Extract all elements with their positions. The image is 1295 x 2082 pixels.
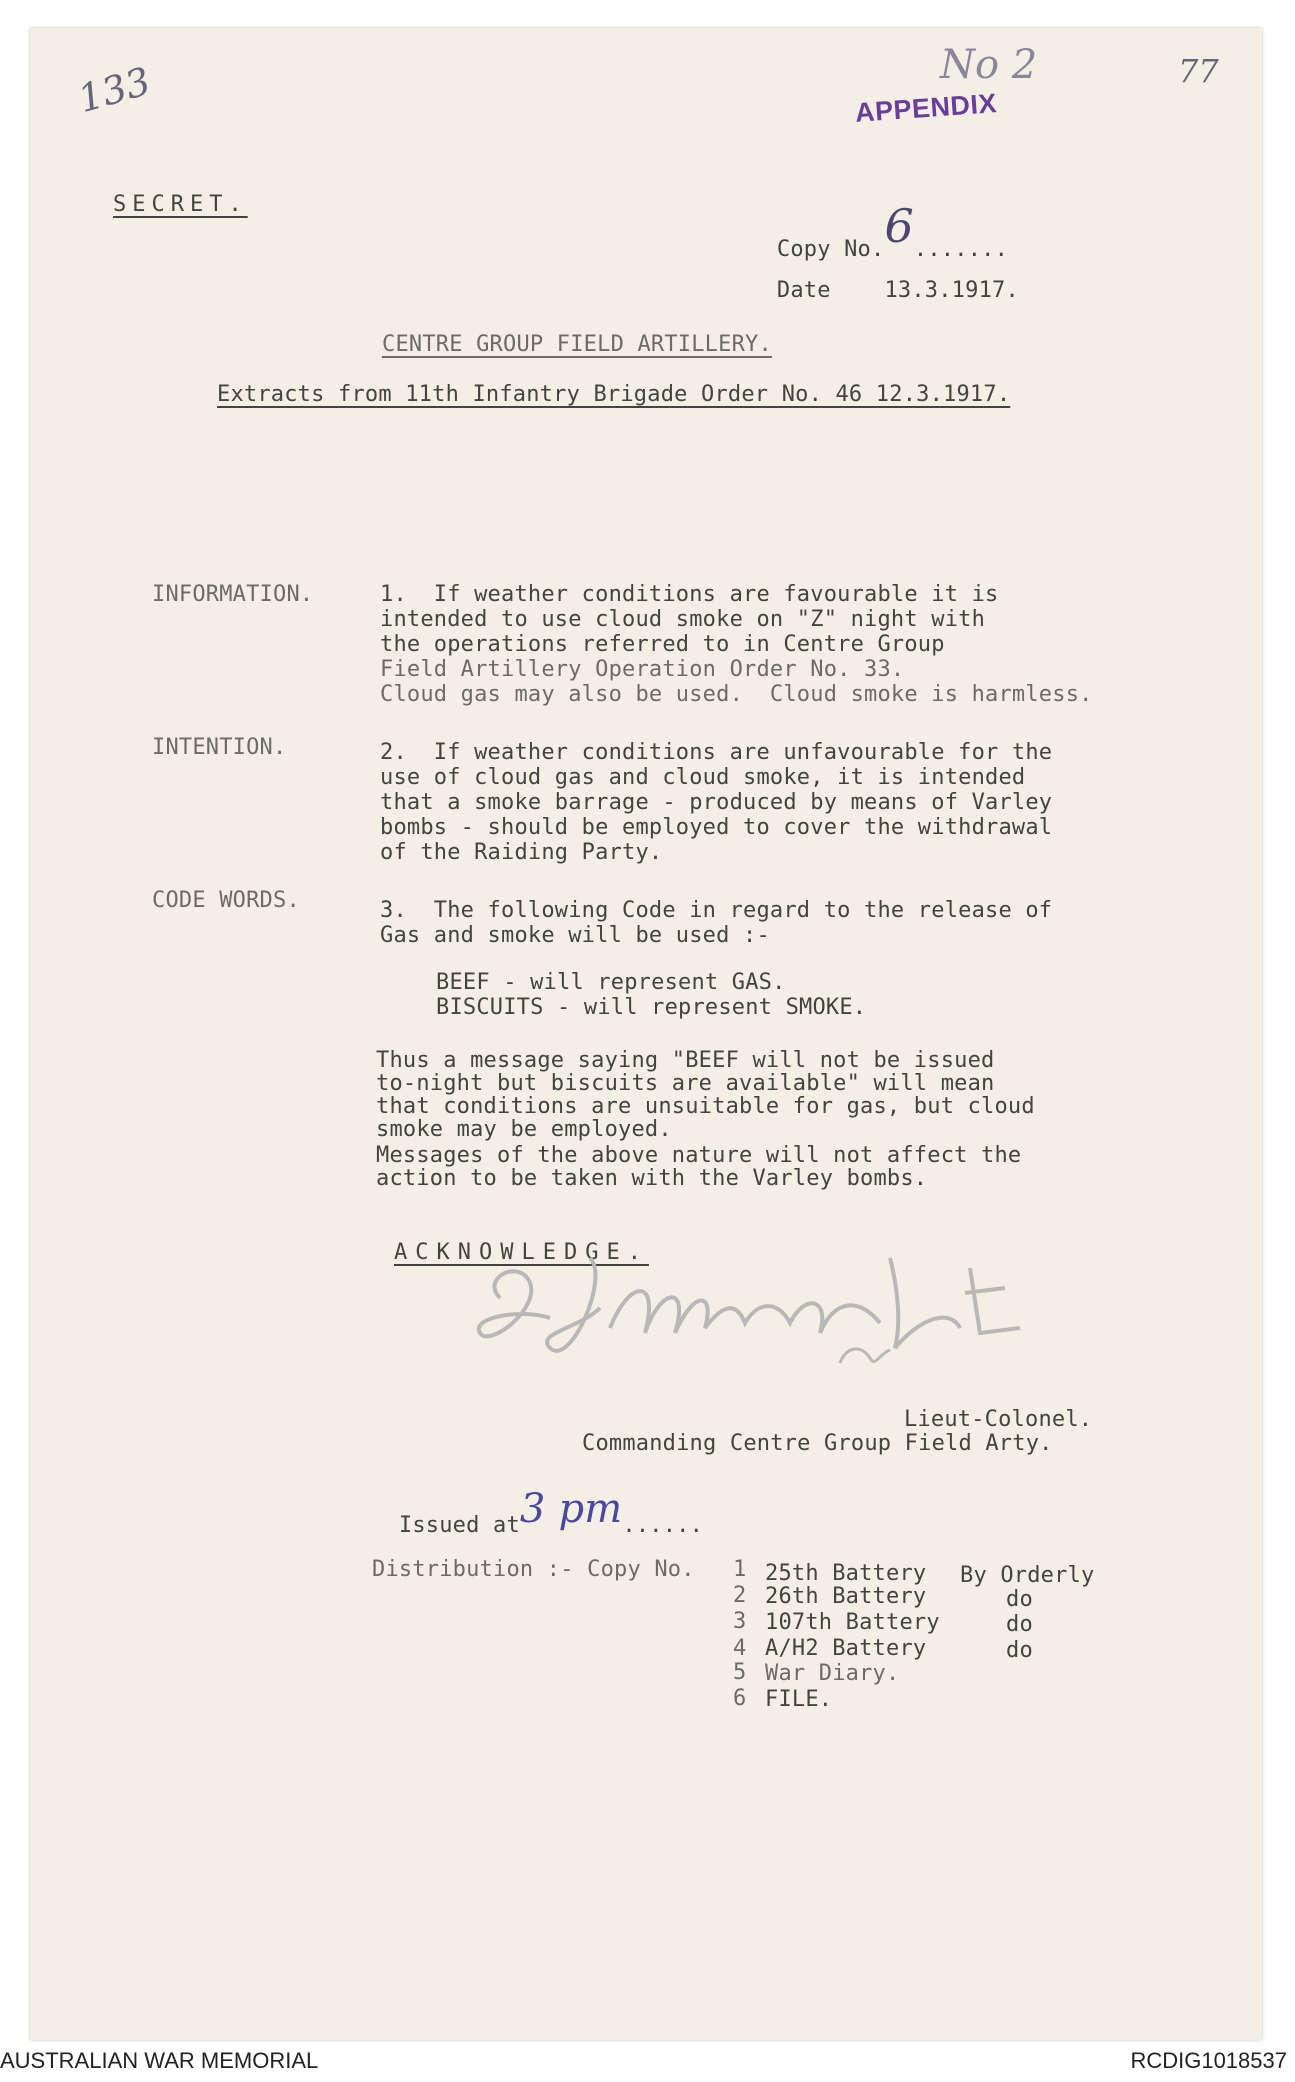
distribution-recipient: 107th Battery xyxy=(765,1610,940,1635)
message-line: Thus a message saying "BEEF will not be issued xyxy=(376,1048,995,1073)
date-line xyxy=(750,252,1019,303)
section-line: 1. If weather conditions are favourable it is xyxy=(380,582,999,607)
date-value: 13.3.1917. xyxy=(884,277,1019,303)
archive-credit: AUSTRALIAN WAR MEMORIAL xyxy=(0,2048,319,2073)
section-heading: INTENTION. xyxy=(152,735,287,760)
section-line: Gas and smoke will be used :- xyxy=(380,923,770,948)
distribution-recipient: 25th Battery xyxy=(765,1561,927,1586)
date-label: Date xyxy=(776,277,831,303)
acknowledge-instruction: ACKNOWLEDGE. xyxy=(394,1240,649,1265)
distribution-method: do xyxy=(1006,1612,1033,1637)
appendix-stamp: APPENDIX xyxy=(854,88,998,128)
distribution-number: 4 xyxy=(733,1636,747,1661)
copy-dots: ....... xyxy=(913,236,1009,262)
distribution-number: 1 xyxy=(733,1557,747,1582)
issued-dots: ...... xyxy=(622,1512,704,1538)
distribution-method: do xyxy=(1006,1638,1033,1663)
distribution-number: 3 xyxy=(733,1609,747,1634)
message-line: to-night but biscuits are available" will mean xyxy=(376,1071,995,1096)
code-word-line: BEEF - will represent GAS. xyxy=(436,970,786,995)
document-page xyxy=(30,28,1262,2040)
section-line: bombs - should be employed to cover the withdrawal xyxy=(380,815,1053,840)
code-word-line: BISCUITS - will represent SMOKE. xyxy=(436,995,867,1020)
distribution-label: Distribution :- Copy No. xyxy=(372,1557,695,1582)
handwritten-signature xyxy=(460,1238,1050,1388)
section-heading: INFORMATION. xyxy=(152,582,314,607)
section-line: that a smoke barrage - produced by means of Varley xyxy=(380,790,1053,815)
message-line: Messages of the above nature will not affect the xyxy=(376,1143,1022,1168)
distribution-number: 6 xyxy=(733,1686,747,1711)
message-line: action to be taken with the Varley bombs. xyxy=(376,1166,928,1191)
distribution-method: By Orderly xyxy=(960,1563,1095,1588)
folio-number-left: 133 xyxy=(73,58,156,122)
subject-title: Extracts from 11th Infantry Brigade Order No. 46 12.3.1917. xyxy=(217,382,1011,407)
section-line: 3. The following Code in regard to the release of xyxy=(380,898,1053,923)
section-line: Field Artillery Operation Order No. 33. xyxy=(380,657,905,682)
section-line: intended to use cloud smoke on "Z" night with xyxy=(380,607,986,632)
message-line: that conditions are unsuitable for gas, but cloud xyxy=(376,1094,1035,1119)
copy-number: 6 xyxy=(884,198,914,253)
section-line: of the Raiding Party. xyxy=(380,840,663,865)
distribution-number: 5 xyxy=(733,1660,747,1685)
issued-time: 3 pm xyxy=(519,1485,623,1532)
section-line: 2. If weather conditions are unfavourable for the xyxy=(380,740,1053,765)
section-line: use of cloud gas and cloud smoke, it is intended xyxy=(380,765,1026,790)
distribution-recipient: A/H2 Battery xyxy=(765,1636,927,1661)
issued-label: Issued at xyxy=(398,1512,520,1538)
section-heading: CODE WORDS. xyxy=(152,888,300,913)
distribution-method: do xyxy=(1006,1587,1033,1612)
message-line: smoke may be employed. xyxy=(376,1117,672,1142)
distribution-number: 2 xyxy=(733,1583,747,1608)
unit-title: CENTRE GROUP FIELD ARTILLERY. xyxy=(382,332,772,357)
folio-number-right: 77 xyxy=(1178,52,1219,90)
signatory-rank: Lieut-Colonel. xyxy=(904,1407,1093,1432)
signatory-position: Commanding Centre Group Field Arty. xyxy=(582,1431,1053,1456)
archive-reference: RCDIG1018537 xyxy=(1130,2048,1287,2073)
distribution-recipient: War Diary. xyxy=(765,1661,900,1686)
issued-line xyxy=(372,1481,703,1538)
stamp-number: No 2 xyxy=(940,42,1038,88)
distribution-recipient: FILE. xyxy=(765,1687,833,1712)
copy-label: Copy No. xyxy=(776,236,885,262)
section-line: the operations referred to in Centre Group xyxy=(380,632,945,657)
classification: SECRET. xyxy=(113,192,248,217)
distribution-recipient: 26th Battery xyxy=(765,1584,927,1609)
section-line: Cloud gas may also be used. Cloud smoke is harmless. xyxy=(380,682,1093,707)
